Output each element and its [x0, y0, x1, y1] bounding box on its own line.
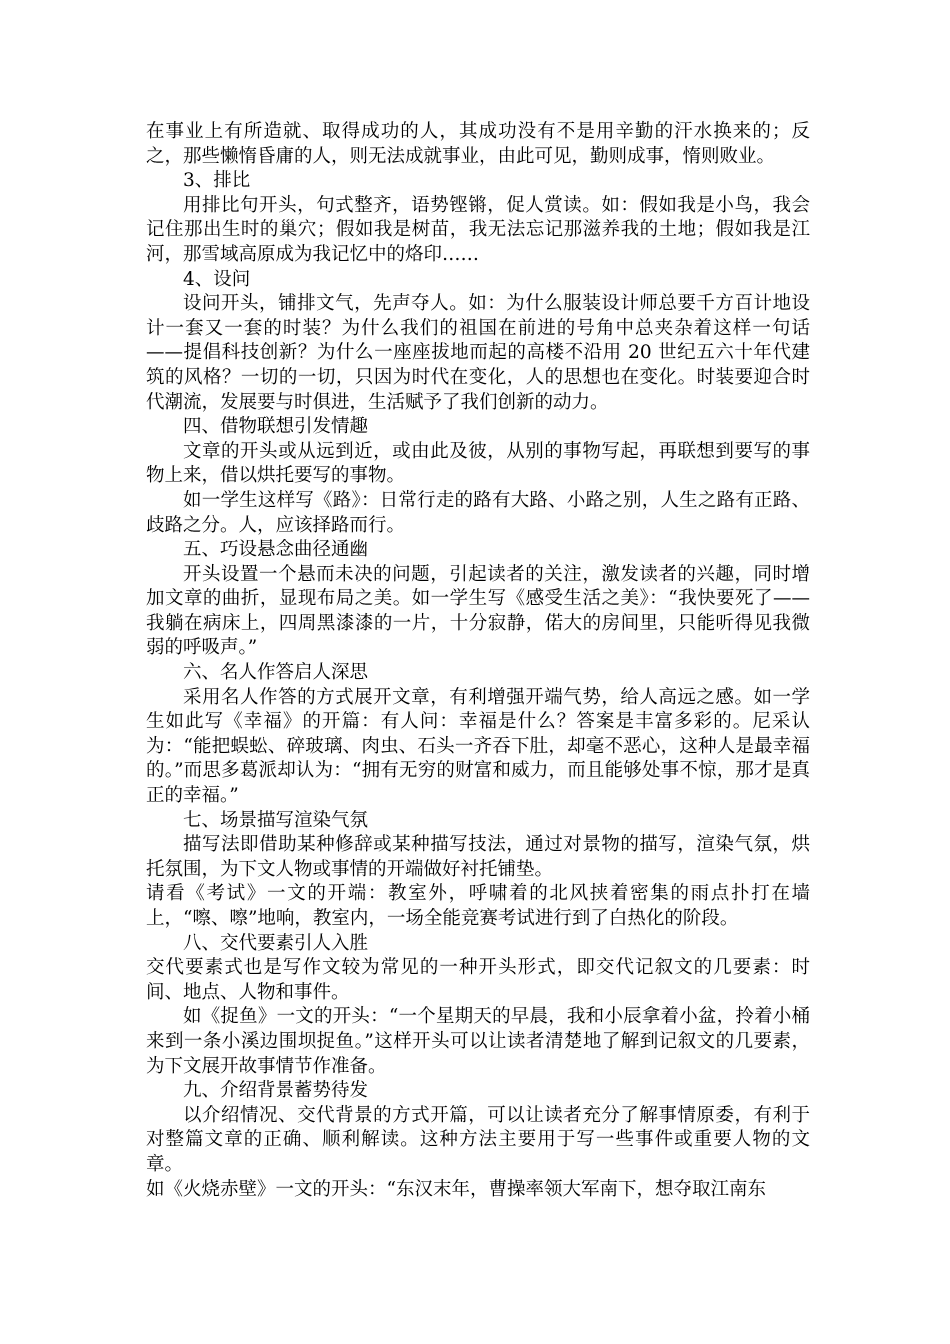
- paragraph: 如一学生这样写《路》：日常行走的路有大路、小路之别，人生之路有正路、歧路之分。人，应该择路而行。: [146, 489, 810, 536]
- paragraph: 开头设置一个悬而未决的问题，引起读者的关注，激发读者的兴趣，同时增加文章的曲折，显现布局之美。如一学生写《感受生活之美》：“我快要死了——我躺在病床上，四周黑漆漆的一片，十分寂静，偌大的房间里，只能听得见我微弱的呼吸声。”: [146, 563, 810, 659]
- paragraph: 设问开头，铺排文气，先声夺人。如：为什么服装设计师总要千方百计地设计一套又一套的时装？为什么我们的祖国在前进的号角中总夹杂着这样一句话——提倡科技创新？为什么一座座拔地而起的高楼不沿用 20 世纪五六十年代建筑的风格？一切的一切，只因为时代在变化，人的思想也在变化。时装要迎合时代潮流，发展要与时俱进，生活赋予了我们创新的动力。: [146, 293, 810, 413]
- paragraph: 如《火烧赤壁》一文的开头：“东汉末年，曹操率领大军南下，想夺取江南东: [146, 1178, 766, 1200]
- section-heading: 五、巧设悬念曲径通幽: [183, 539, 369, 561]
- section-heading: 3、排比: [183, 170, 251, 192]
- section-heading: 九、介绍背景蓄势待发: [183, 1080, 369, 1102]
- section-heading: 七、场景描写渲染气氛: [183, 809, 369, 831]
- paragraph: 文章的开头或从远到近，或由此及彼，从别的事物写起，再联想到要写的事物上来，借以烘托要写的事物。: [146, 440, 810, 487]
- section-heading: 四、借物联想引发情趣: [183, 416, 369, 438]
- paragraph: 在事业上有所造就、取得成功的人，其成功没有不是用辛勤的汗水换来的；反之，那些懒惰昏庸的人，则无法成就事业，由此可见，勤则成事，惰则败业。: [146, 121, 810, 167]
- section-heading: 六、名人作答启人深思: [183, 662, 369, 684]
- paragraph: 用排比句开头，句式整齐，语势铿锵，促人赏读。如：假如我是小鸟，我会记住那出生时的巢穴；假如我是树苗，我无法忘记那滋养我的土地；假如我是江河，那雪域高原成为我记忆中的烙印……: [146, 194, 810, 265]
- paragraph: 描写法即借助某种修辞或某种描写技法，通过对景物的描写，渲染气氛，烘托氛围，为下文人物或事情的开端做好衬托铺垫。: [146, 834, 810, 880]
- paragraph: 以介绍情况、交代背景的方式开篇，可以让读者充分了解事情原委，有利于对整篇文章的正确、顺利解读。这种方法主要用于写一些事件或重要人物的文章。: [146, 1104, 810, 1175]
- paragraph: 采用名人作答的方式展开文章，有利增强开端气势，给人高远之感。如一学生如此写《幸福》的开篇：有人问：幸福是什么？答案是丰富多彩的。尼采认为：“能把蜈蚣、碎玻璃、肉虫、石头一齐吞下肚，却毫不恶心，这种人是最幸福的。”而思多葛派却认为：“拥有无穷的财富和威力，而且能够处事不惊，那才是真正的幸福。”: [146, 686, 810, 807]
- paragraph: 请看《考试》一文的开端：教室外，呼啸着的北风挟着密集的雨点扑打在墙上，“嚓、嚓”地响，教室内，一场全能竞赛考试进行到了白热化的阶段。: [146, 883, 810, 929]
- section-heading: 4、设问: [183, 268, 251, 290]
- section-heading: 八、交代要素引人入胜: [183, 932, 369, 954]
- document-body: [146, 120, 810, 1202]
- paragraph: 如《捉鱼》一文的开头：“一个星期天的早晨，我和小辰拿着小盆，拎着小桶来到一条小溪边围坝捉鱼。”这样开头可以让读者清楚地了解到记叙文的几要素，为下文展开故事情节作准备。: [146, 1006, 810, 1077]
- paragraph: 交代要素式也是写作文较为常见的一种开头形式，即交代记叙文的几要素：时间、地点、人物和事件。: [146, 957, 810, 1003]
